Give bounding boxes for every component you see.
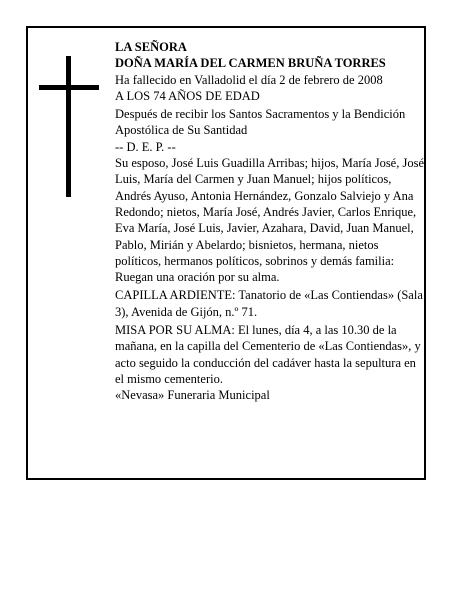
rip-line: -- D. E. P. -- bbox=[115, 139, 176, 154]
cross-horizontal-bar bbox=[39, 85, 99, 90]
mass-text: MISA POR SU ALMA: El lunes, día 4, a las 10.30 de la mañana, en la capilla del Cementerio de «Las Contiendas», y acto seguido la conducción del cadáver hasta la sepultura en el mismo cementerio. bbox=[115, 323, 421, 386]
prayer-line: Ruegan una oración por su alma. bbox=[115, 270, 280, 285]
chapel-text: CAPILLA ARDIENTE: Tanatorio de «Las Contiendas» (Sala 3), Avenida de Gijón, n.º 71. bbox=[115, 288, 423, 319]
deceased-name: DOÑA MARÍA DEL CARMEN BRUÑA TORRES bbox=[115, 56, 386, 71]
title-line: LA SEÑORA bbox=[115, 40, 187, 54]
funeral-home: «Nevasa» Funeraria Municipal bbox=[115, 388, 270, 403]
sacraments-text: Después de recibir los Santos Sacramentos y la Bendición Apostólica de Su Santidad bbox=[115, 107, 406, 138]
death-line: Ha fallecido en Valladolid el día 2 de febrero de 2008 bbox=[115, 72, 383, 87]
cross-vertical-bar bbox=[66, 56, 71, 197]
family-text: Su esposo, José Luis Guadilla Arribas; hijos, María José, José Luis, María del Carmen y Juan Manuel; hijos políticos, Andrés Ayuso, Antonia Hernández, Gonzalo Salviejo y Ana Redondo; nietos, María José, Andrés Javier, Carlos Enrique, Eva María, José Luis, Javier, Azahara, David, Juan Manuel, Pablo, Mirián y Abelardo; bisnietos, hermana, nietos políticos, hermanos políticos, sobrinos y demás familia: bbox=[115, 156, 425, 268]
obituary-frame bbox=[26, 26, 426, 480]
obituary-text bbox=[115, 39, 427, 404]
age-line: A LOS 74 AÑOS DE EDAD bbox=[115, 88, 260, 103]
